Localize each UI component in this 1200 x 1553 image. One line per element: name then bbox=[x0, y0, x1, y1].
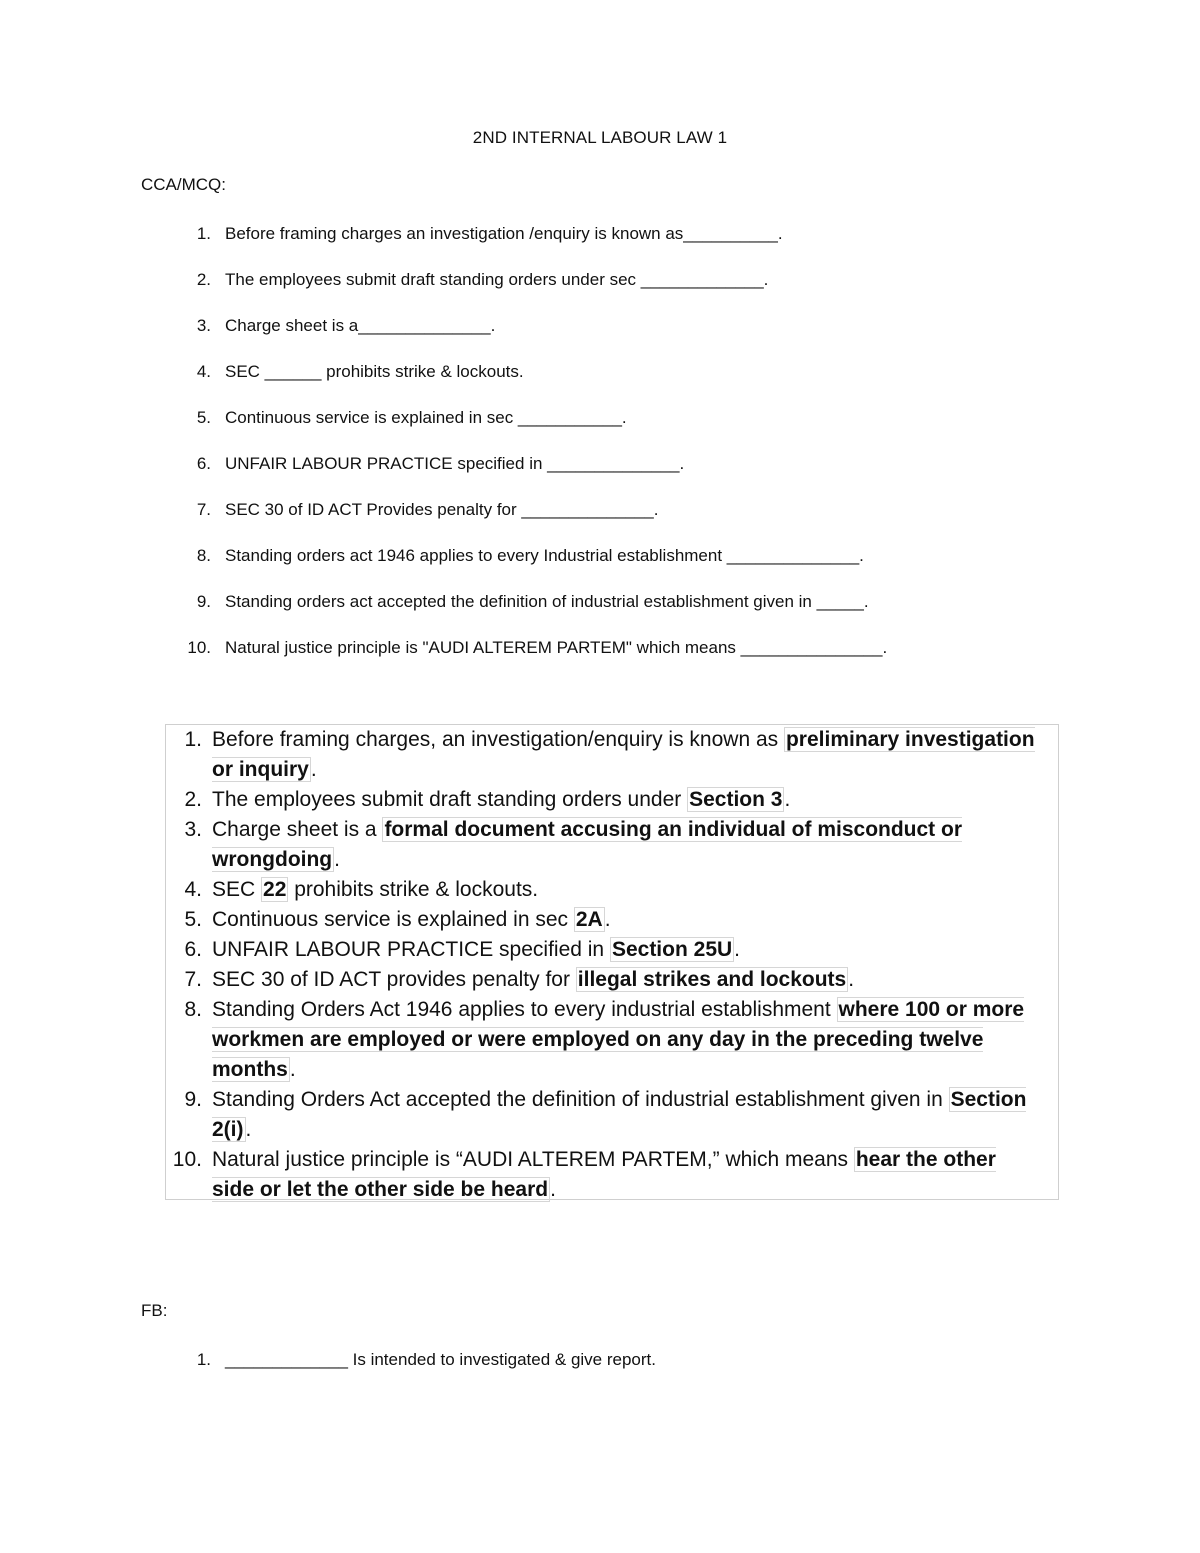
question-number: 4. bbox=[196, 362, 211, 381]
answer-item bbox=[166, 725, 1058, 785]
cca-mcq-label: CCA/MCQ: bbox=[141, 175, 226, 194]
answer-highlight: Section 25U bbox=[611, 938, 733, 961]
question-item bbox=[141, 590, 1041, 636]
answer-item bbox=[166, 785, 1058, 815]
question-item bbox=[141, 314, 1041, 360]
question-number: 3. bbox=[196, 316, 211, 335]
answer-list bbox=[166, 725, 1058, 1205]
answer-prefix: Standing Orders Act accepted the definition of industrial establishment given in bbox=[212, 1088, 949, 1111]
question-number: 2. bbox=[196, 270, 211, 289]
answer-highlight: 2A bbox=[575, 908, 603, 931]
question-text: Standing orders act 1946 applies to every Industrial establishment ______________. bbox=[225, 546, 864, 565]
answer-number: 9. bbox=[184, 1088, 202, 1111]
answer-suffix: . bbox=[289, 1058, 296, 1081]
answer-suffix: . bbox=[604, 908, 611, 931]
answer-item bbox=[166, 905, 1058, 935]
question-list bbox=[141, 222, 1041, 682]
answer-highlight: preliminary investigation or inquiry bbox=[212, 728, 1035, 781]
answer-prefix: SEC 30 of ID ACT provides penalty for bbox=[212, 968, 576, 991]
page-title: 2ND INTERNAL LABOUR LAW 1 bbox=[472, 128, 728, 147]
answer-highlight: Section 2(i) bbox=[212, 1088, 1027, 1141]
fb-question-number: 1. bbox=[196, 1350, 211, 1369]
fb-question-item bbox=[141, 1348, 1041, 1394]
answer-text bbox=[202, 1085, 1042, 1145]
answer-number: 3. bbox=[184, 818, 202, 841]
answer-prefix: Standing Orders Act 1946 applies to every industrial establishment bbox=[212, 998, 837, 1021]
question-text: Continuous service is explained in sec ___________. bbox=[225, 408, 627, 427]
answer-item bbox=[166, 875, 1058, 905]
question-number: 8. bbox=[196, 546, 211, 565]
question-text: Natural justice principle is "AUDI ALTEREM PARTEM" which means _______________. bbox=[225, 638, 888, 657]
question-number: 10. bbox=[187, 638, 211, 657]
answer-item bbox=[166, 995, 1058, 1085]
answer-highlight: hear the other side or let the other side be heard bbox=[212, 1148, 996, 1201]
answer-text bbox=[202, 995, 1042, 1085]
answer-text bbox=[202, 905, 1042, 935]
answers-box bbox=[165, 724, 1059, 1200]
question-number: 5. bbox=[196, 408, 211, 427]
question-item bbox=[141, 452, 1041, 498]
question-item bbox=[141, 406, 1041, 452]
answer-suffix: . bbox=[310, 758, 317, 781]
answer-text bbox=[202, 935, 1042, 965]
question-item bbox=[141, 360, 1041, 406]
answer-suffix: . bbox=[734, 938, 741, 961]
answer-text bbox=[202, 965, 1042, 995]
question-item bbox=[141, 498, 1041, 544]
question-text: SEC 30 of ID ACT Provides penalty for ______________. bbox=[225, 500, 659, 519]
answer-text bbox=[202, 875, 1042, 905]
question-text: SEC ______ prohibits strike & lockouts. bbox=[225, 362, 524, 381]
answer-suffix: . bbox=[550, 1178, 556, 1201]
answer-number: 10. bbox=[172, 1148, 202, 1171]
answer-highlight: where 100 or more workmen are employed or were employed on any day in the preceding twelve months bbox=[212, 998, 1025, 1081]
answer-number: 4. bbox=[184, 878, 202, 901]
question-number: 7. bbox=[196, 500, 211, 519]
question-text: Standing orders act accepted the definition of industrial establishment given in _____. bbox=[225, 592, 869, 611]
answer-item bbox=[166, 1085, 1058, 1145]
answer-number: 7. bbox=[184, 968, 202, 991]
question-text: Charge sheet is a______________. bbox=[225, 316, 496, 335]
answer-item bbox=[166, 1145, 1058, 1205]
answer-suffix: prohibits strike & lockouts. bbox=[288, 878, 539, 901]
question-number: 1. bbox=[196, 224, 211, 243]
answer-item bbox=[166, 965, 1058, 995]
answer-text bbox=[202, 1145, 1042, 1205]
question-item bbox=[141, 268, 1041, 314]
answer-highlight: 22 bbox=[263, 878, 287, 901]
answer-number: 6. bbox=[184, 938, 202, 961]
answer-number: 5. bbox=[184, 908, 202, 931]
question-text: UNFAIR LABOUR PRACTICE specified in ______________. bbox=[225, 454, 685, 473]
answer-number: 8. bbox=[184, 998, 202, 1021]
answer-text bbox=[202, 785, 1042, 815]
answer-prefix: Charge sheet is a bbox=[212, 818, 383, 841]
answer-highlight: Section 3 bbox=[689, 788, 783, 811]
answer-prefix: Before framing charges, an investigation/enquiry is known as bbox=[212, 728, 784, 751]
answer-suffix: . bbox=[334, 848, 340, 871]
fb-question-text: _____________ Is intended to investigated & give report. bbox=[225, 1350, 656, 1369]
answer-prefix: Continuous service is explained in sec bbox=[212, 908, 574, 931]
question-text: Before framing charges an investigation /enquiry is known as__________. bbox=[225, 224, 783, 243]
answer-prefix: Natural justice principle is “AUDI ALTEREM PARTEM,” which means bbox=[212, 1148, 854, 1171]
answer-highlight: illegal strikes and lockouts bbox=[577, 968, 847, 991]
answer-prefix: SEC bbox=[212, 878, 262, 901]
question-item bbox=[141, 544, 1041, 590]
answer-number: 1. bbox=[184, 728, 202, 751]
fb-question-list bbox=[141, 1348, 1041, 1394]
question-number: 6. bbox=[196, 454, 211, 473]
answer-item bbox=[166, 935, 1058, 965]
question-text: The employees submit draft standing orders under sec _____________. bbox=[225, 270, 769, 289]
answer-prefix: The employees submit draft standing orders under bbox=[212, 788, 688, 811]
answer-suffix: . bbox=[784, 788, 791, 811]
answer-prefix: UNFAIR LABOUR PRACTICE specified in bbox=[212, 938, 610, 961]
answer-suffix: . bbox=[848, 968, 855, 991]
question-item bbox=[141, 222, 1041, 268]
answer-suffix: . bbox=[245, 1118, 252, 1141]
fb-label: FB: bbox=[141, 1301, 168, 1320]
answer-text bbox=[202, 815, 1042, 875]
answer-item bbox=[166, 815, 1058, 875]
answer-number: 2. bbox=[184, 788, 202, 811]
answer-text bbox=[202, 725, 1042, 785]
question-number: 9. bbox=[196, 592, 211, 611]
question-item bbox=[141, 636, 1041, 682]
answer-highlight: formal document accusing an individual of misconduct or wrongdoing bbox=[212, 818, 963, 871]
